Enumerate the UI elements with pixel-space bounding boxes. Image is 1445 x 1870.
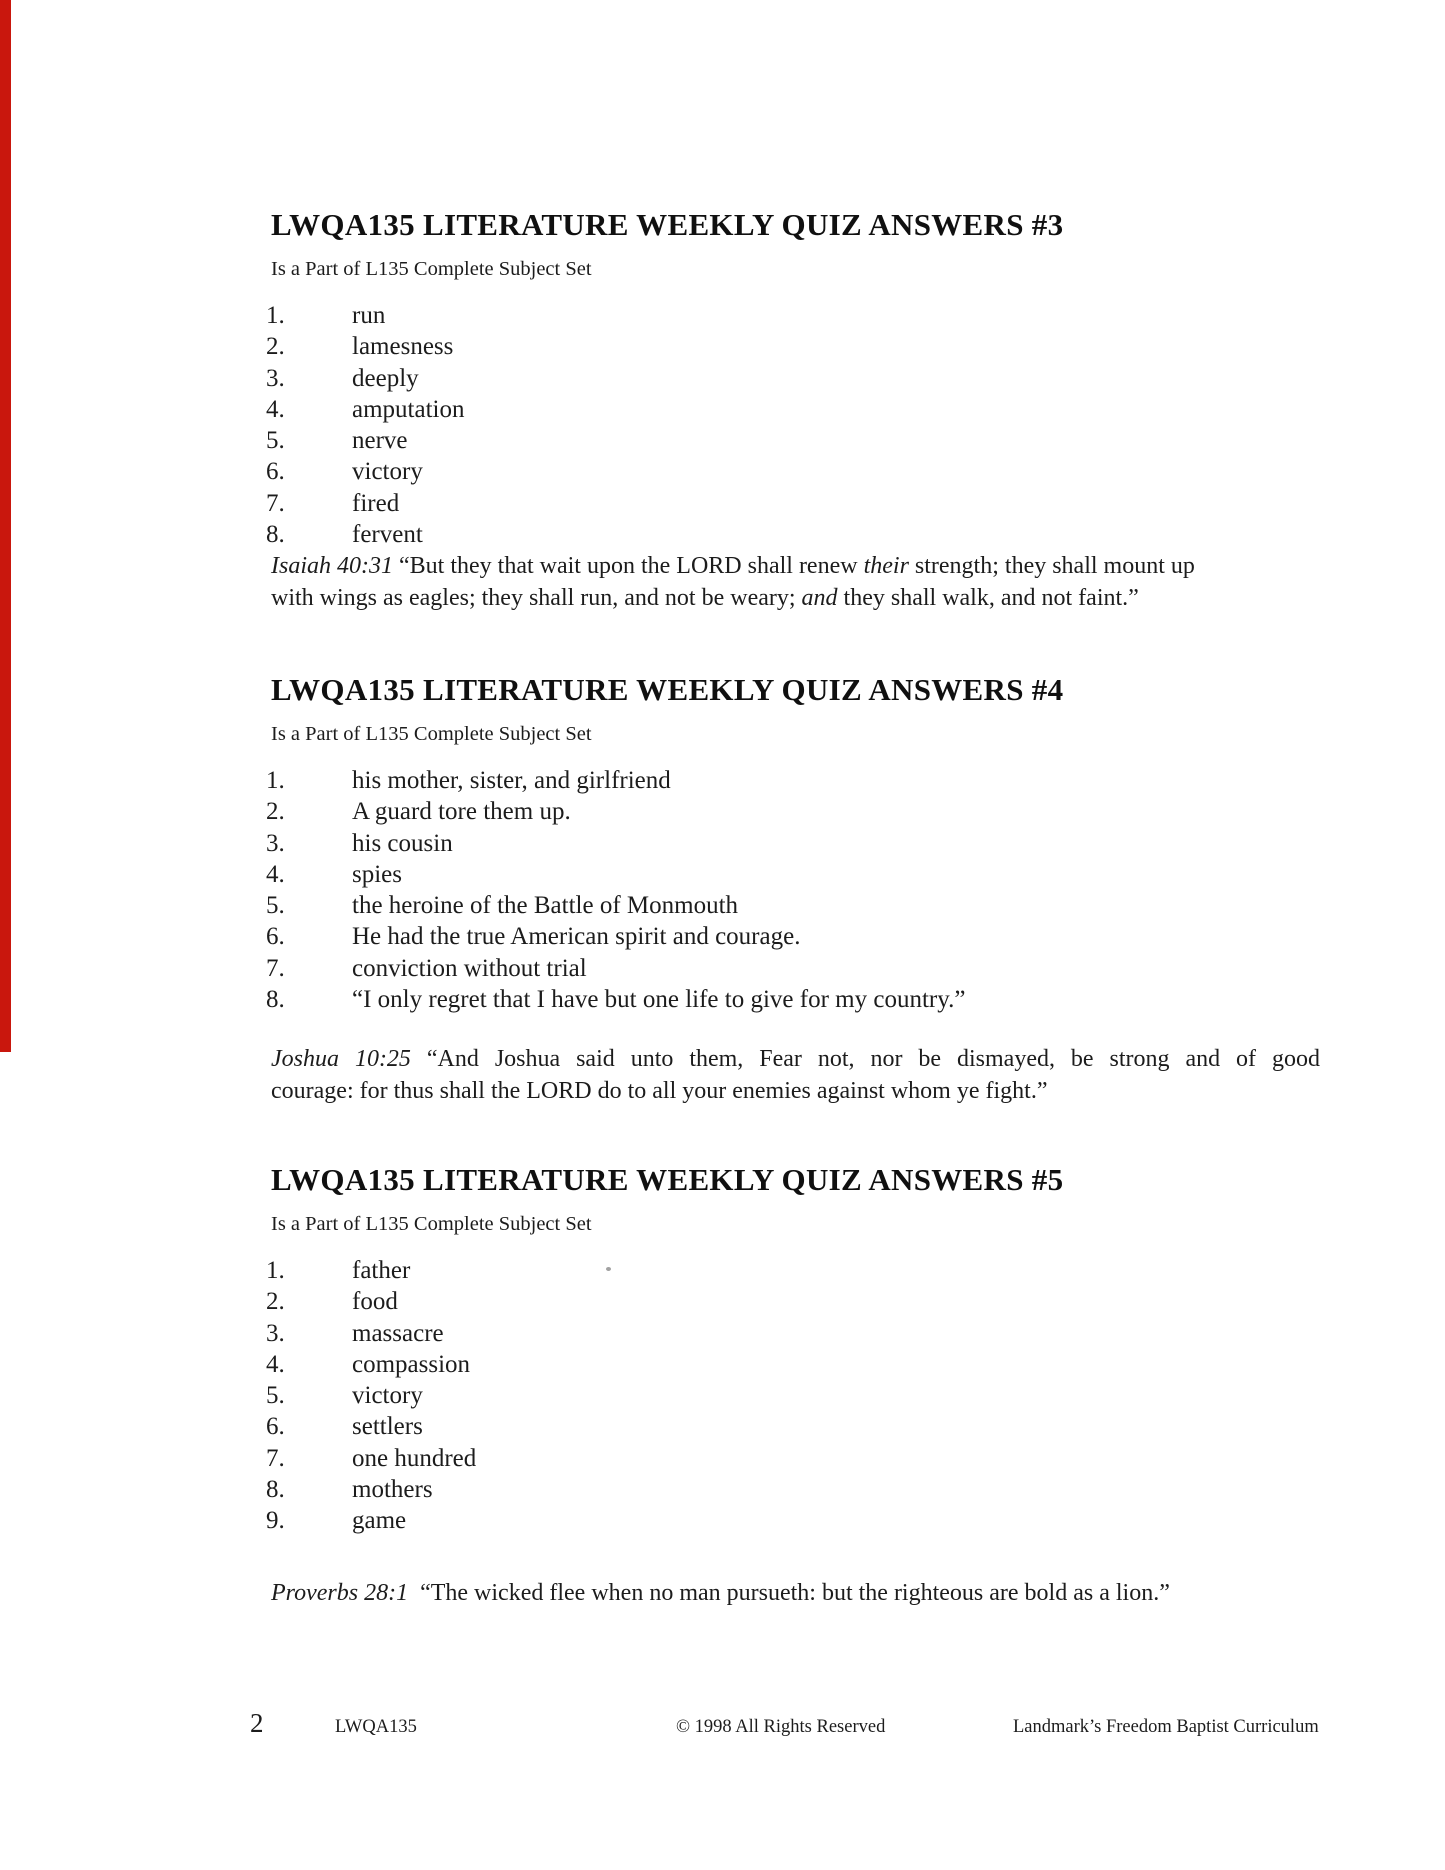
answer-number: 7. bbox=[266, 1444, 285, 1472]
answer-number: 7. bbox=[266, 489, 285, 517]
section-subtitle: Is a Part of L135 Complete Subject Set bbox=[271, 1213, 592, 1235]
answer-row bbox=[266, 828, 1346, 859]
answer-number: 9. bbox=[266, 1507, 285, 1535]
answer-number: 4. bbox=[266, 1350, 285, 1378]
answer-text: victory bbox=[352, 458, 423, 486]
answer-row bbox=[266, 1255, 1346, 1286]
answer-row bbox=[266, 984, 1346, 1015]
answer-number: 5. bbox=[266, 892, 285, 920]
answer-text: lamesness bbox=[352, 333, 454, 361]
answer-row bbox=[266, 1474, 1346, 1505]
answer-text: food bbox=[352, 1288, 398, 1316]
quiz-section bbox=[266, 1162, 1346, 1609]
answer-row bbox=[266, 921, 1346, 952]
answer-number: 5. bbox=[266, 427, 285, 455]
answer-number: 5. bbox=[266, 1382, 285, 1410]
section-title: LWQA135 LITERATURE WEEKLY QUIZ ANSWERS #5 bbox=[271, 1162, 1064, 1197]
verse-italic-segment: Proverbs 28:1 bbox=[271, 1579, 409, 1606]
answer-number: 4. bbox=[266, 395, 285, 423]
verse-line bbox=[271, 1043, 1320, 1075]
section-subtitle: Is a Part of L135 Complete Subject Set bbox=[271, 723, 592, 745]
answer-number: 2. bbox=[266, 333, 285, 361]
answer-list bbox=[266, 1255, 1346, 1537]
answer-text: one hundred bbox=[352, 1444, 477, 1472]
answer-list bbox=[266, 300, 1346, 550]
verse-line bbox=[271, 1075, 1346, 1107]
section-title: LWQA135 LITERATURE WEEKLY QUIZ ANSWERS #4 bbox=[271, 672, 1064, 707]
answer-text: mothers bbox=[352, 1476, 433, 1504]
answer-number: 7. bbox=[266, 954, 285, 982]
verse-text-segment: “But they that wait upon the LORD shall renew bbox=[393, 553, 864, 580]
answer-text: his cousin bbox=[352, 829, 453, 857]
answer-number: 3. bbox=[266, 829, 285, 857]
scan-speck-artifact bbox=[606, 1267, 611, 1271]
answer-row bbox=[266, 890, 1346, 921]
quiz-section bbox=[266, 207, 1346, 614]
footer-page-number: 2 bbox=[250, 1708, 264, 1738]
verse-italic-segment: their bbox=[863, 553, 909, 580]
answer-row bbox=[266, 1286, 1346, 1317]
answer-number: 1. bbox=[266, 1257, 285, 1284]
section-title: LWQA135 LITERATURE WEEKLY QUIZ ANSWERS #3 bbox=[271, 207, 1064, 242]
answer-row bbox=[266, 1505, 1346, 1536]
verse-text-segment: strength; they shall mount up bbox=[908, 553, 1195, 580]
answer-row bbox=[266, 394, 1346, 425]
answer-text: amputation bbox=[352, 395, 465, 423]
quiz-section bbox=[266, 672, 1346, 1107]
answer-row bbox=[266, 1443, 1346, 1474]
verse-text-segment: “The wicked flee when no man pursueth: but the righteous are bold as a lion.” bbox=[408, 1579, 1170, 1606]
answer-text: nerve bbox=[352, 427, 408, 455]
answer-row bbox=[266, 765, 1346, 796]
answer-text: settlers bbox=[352, 1413, 423, 1441]
verse-italic-segment: Isaiah 40:31 bbox=[271, 553, 393, 580]
answer-row bbox=[266, 331, 1346, 362]
answer-number: 2. bbox=[266, 1288, 285, 1316]
bible-verse bbox=[271, 1577, 1346, 1609]
answer-text: deeply bbox=[352, 364, 419, 392]
answer-text: his mother, sister, and girlfriend bbox=[352, 767, 671, 794]
verse-text-segment: courage: for thus shall the LORD do to all your enemies against whom ye fight.” bbox=[271, 1078, 1048, 1105]
answer-text: run bbox=[352, 302, 386, 329]
answer-row bbox=[266, 519, 1346, 550]
verse-italic-segment: and bbox=[801, 585, 838, 612]
answer-number: 8. bbox=[266, 521, 285, 549]
answer-row bbox=[266, 300, 1346, 331]
answer-text: conviction without trial bbox=[352, 954, 587, 982]
answer-row bbox=[266, 859, 1346, 890]
section-subtitle: Is a Part of L135 Complete Subject Set bbox=[271, 258, 592, 280]
answer-row bbox=[266, 1318, 1346, 1349]
verse-line bbox=[271, 1577, 1346, 1609]
answer-text: victory bbox=[352, 1382, 423, 1410]
answer-number: 2. bbox=[266, 798, 285, 826]
answer-text: spies bbox=[352, 860, 402, 888]
answer-number: 1. bbox=[266, 767, 285, 794]
verse-italic-segment: Joshua 10:25 bbox=[271, 1046, 411, 1073]
answer-text: A guard tore them up. bbox=[352, 798, 571, 826]
answer-row bbox=[266, 953, 1346, 984]
footer-copyright: © 1998 All Rights Reserved bbox=[676, 1717, 886, 1737]
verse-text-segment: with wings as eagles; they shall run, and not be weary; bbox=[271, 585, 802, 612]
answer-number: 3. bbox=[266, 364, 285, 392]
answer-row bbox=[266, 425, 1346, 456]
answer-row bbox=[266, 1411, 1346, 1442]
answer-text: massacre bbox=[352, 1319, 444, 1347]
footer-course-code: LWQA135 bbox=[335, 1717, 417, 1737]
answer-text: father bbox=[352, 1257, 411, 1284]
bible-verse bbox=[271, 550, 1346, 614]
bible-verse bbox=[271, 1043, 1346, 1107]
answer-row bbox=[266, 1380, 1346, 1411]
answer-text: fired bbox=[352, 489, 400, 517]
answer-row bbox=[266, 456, 1346, 487]
verse-text-segment: “And Joshua said unto them, Fear not, nor be dismayed, be strong and of good bbox=[410, 1046, 1320, 1073]
answer-number: 6. bbox=[266, 1413, 285, 1441]
answer-text: game bbox=[352, 1507, 407, 1535]
answer-number: 3. bbox=[266, 1319, 285, 1347]
answer-text: “I only regret that I have but one life to give for my country.” bbox=[352, 986, 966, 1014]
answer-number: 4. bbox=[266, 860, 285, 888]
footer-attribution: Landmark’s Freedom Baptist Curriculum bbox=[1013, 1717, 1319, 1737]
verse-line bbox=[271, 582, 1346, 614]
answer-text: compassion bbox=[352, 1350, 471, 1378]
answer-text: He had the true American spirit and courage. bbox=[352, 923, 801, 951]
verse-text-segment: they shall walk, and not faint.” bbox=[837, 585, 1139, 612]
answer-number: 6. bbox=[266, 923, 285, 951]
answer-number: 8. bbox=[266, 1476, 285, 1504]
verse-line bbox=[271, 550, 1346, 582]
answer-row bbox=[266, 796, 1346, 827]
answer-row bbox=[266, 1349, 1346, 1380]
answer-text: the heroine of the Battle of Monmouth bbox=[352, 892, 739, 920]
answer-row bbox=[266, 363, 1346, 394]
answer-number: 6. bbox=[266, 458, 285, 486]
answer-row bbox=[266, 488, 1346, 519]
answer-text: fervent bbox=[352, 521, 423, 549]
answer-list bbox=[266, 765, 1346, 1015]
answer-number: 8. bbox=[266, 986, 285, 1014]
answer-number: 1. bbox=[266, 302, 285, 329]
